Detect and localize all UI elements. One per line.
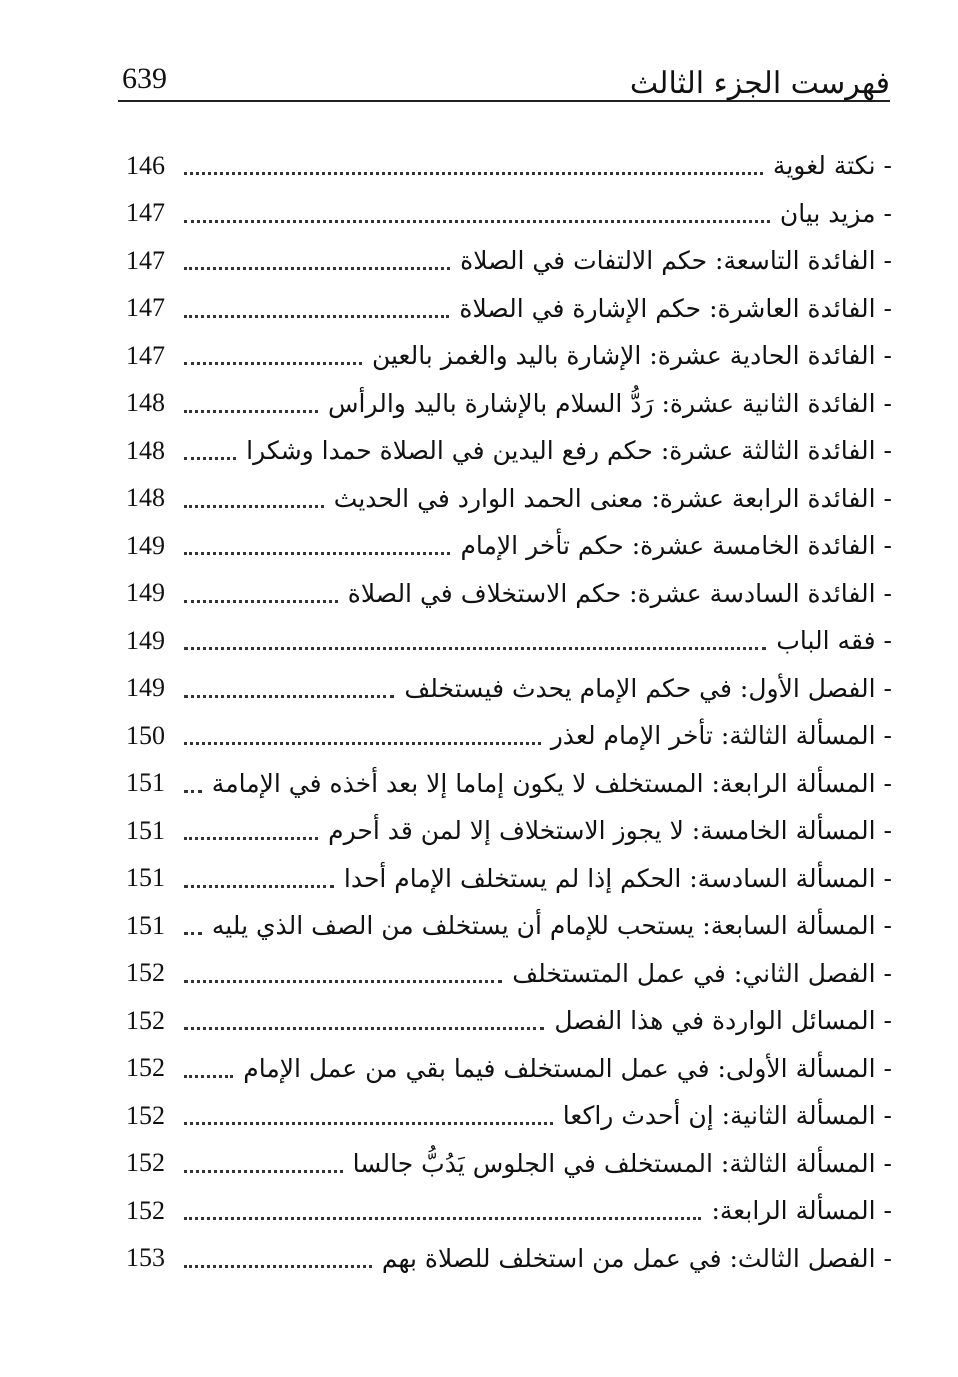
- entry-title: المسألة الثانية: إن أحدث راكعا: [562, 1101, 876, 1131]
- entry-dash: -: [883, 531, 892, 561]
- dot-leader: [184, 1217, 701, 1220]
- entry-page-number: 147: [126, 198, 165, 228]
- dot-leader: [184, 600, 338, 603]
- entry-page-number: 149: [126, 625, 165, 655]
- entry-dash: -: [883, 436, 892, 466]
- entry-title: الفائدة العاشرة: حكم الإشارة في الصلاة: [459, 293, 876, 323]
- entry-page-number: 153: [126, 1243, 165, 1273]
- entry-title: المسألة السادسة: الحكم إذا لم يستخلف الإمام أحدا: [343, 863, 876, 893]
- entry-dash: -: [883, 1006, 892, 1036]
- entry-page-number: 148: [126, 435, 165, 465]
- entry-page-number: 149: [126, 578, 165, 608]
- entry-dash: -: [883, 1053, 892, 1083]
- dot-leader: [184, 505, 324, 508]
- dot-leader: [184, 980, 502, 983]
- entry-dash: -: [883, 1196, 892, 1226]
- entry-page-number: 147: [126, 340, 165, 370]
- entry-page-number: 151: [126, 815, 165, 845]
- toc-entry: [126, 285, 892, 333]
- entry-title: المسألة السابعة: يستحب للإمام أن يستخلف من الصف الذي يليه: [211, 911, 876, 941]
- entry-title: الفائدة الرابعة عشرة: معنى الحمد الوارد في الحديث: [333, 483, 876, 513]
- dot-leader: [184, 1265, 372, 1268]
- entry-title: الفائدة الخامسة عشرة: حكم تأخر الإمام: [460, 531, 876, 561]
- toc-entry: [126, 475, 892, 523]
- entry-dash: -: [883, 483, 892, 513]
- toc-entry: [126, 190, 892, 238]
- entry-page-number: 146: [126, 150, 165, 180]
- entry-page-number: 152: [126, 1148, 165, 1178]
- toc-entry: [126, 807, 892, 855]
- dot-leader: [184, 1075, 233, 1078]
- toc-entry: [126, 1092, 892, 1140]
- dot-leader: [184, 410, 318, 413]
- entry-page-number: 152: [126, 1053, 165, 1083]
- entry-page-number: 152: [126, 958, 165, 988]
- toc-entry: [126, 617, 892, 665]
- entry-dash: -: [883, 388, 892, 418]
- entry-dash: -: [883, 341, 892, 371]
- entry-title: المسائل الواردة في هذا الفصل: [554, 1006, 876, 1036]
- toc-entry: [126, 997, 892, 1045]
- entry-title: الفائدة الثانية عشرة: رَدُّ السلام بالإشارة باليد والرأس: [327, 388, 876, 418]
- dot-leader: [184, 457, 236, 460]
- dot-leader: [184, 267, 450, 270]
- entry-title: المسألة الثالثة: تأخر الإمام لعذر: [550, 721, 876, 751]
- toc-entry: [126, 760, 892, 808]
- entry-dash: -: [883, 578, 892, 608]
- toc-entry: [126, 380, 892, 428]
- entry-dash: -: [883, 911, 892, 941]
- entry-page-number: 151: [126, 768, 165, 798]
- entry-dash: -: [883, 721, 892, 751]
- entry-dash: -: [883, 863, 892, 893]
- entry-page-number: 148: [126, 388, 165, 418]
- page-number: 639: [122, 62, 167, 95]
- page-header: [118, 52, 890, 102]
- entry-dash: -: [883, 816, 892, 846]
- entry-title: الفائدة الحادية عشرة: الإشارة باليد والغمز بالعين: [371, 341, 876, 371]
- entry-dash: -: [883, 1148, 892, 1178]
- dot-leader: [184, 647, 766, 650]
- entry-dash: -: [883, 1243, 892, 1273]
- dot-leader: [184, 220, 770, 223]
- entry-title: المسألة الأولى: في عمل المستخلف فيما بقي من عمل الإمام: [243, 1053, 876, 1083]
- toc-entry: [126, 855, 892, 903]
- entry-dash: -: [883, 768, 892, 798]
- dot-leader: [184, 695, 394, 698]
- dot-leader: [184, 837, 318, 840]
- dot-leader: [184, 885, 334, 888]
- entry-page-number: 151: [126, 910, 165, 940]
- entry-dash: -: [883, 198, 892, 228]
- entry-title: المسألة الثالثة: المستخلف في الجلوس يَدُبُّ جالسا: [352, 1148, 876, 1178]
- entry-title: فقه الباب: [776, 626, 876, 656]
- toc-entry: [126, 950, 892, 998]
- toc-entry: [126, 665, 892, 713]
- entry-page-number: 147: [126, 293, 165, 323]
- entry-page-number: 149: [126, 673, 165, 703]
- dot-leader: [184, 172, 763, 175]
- entry-page-number: 151: [126, 863, 165, 893]
- entry-title: المسألة الرابعة: المستخلف لا يكون إماما إلا بعد أخذه في الإمامة: [211, 768, 876, 798]
- dot-leader: [184, 1027, 544, 1030]
- table-of-contents: [126, 142, 892, 1282]
- entry-dash: -: [883, 1101, 892, 1131]
- dot-leader: [184, 790, 202, 793]
- dot-leader: [184, 1170, 343, 1173]
- toc-entry: [126, 1045, 892, 1093]
- entry-page-number: 148: [126, 483, 165, 513]
- toc-entry: [126, 522, 892, 570]
- toc-entry: [126, 142, 892, 190]
- entry-dash: -: [883, 246, 892, 276]
- entry-title: نكتة لغوية: [772, 151, 876, 181]
- entry-page-number: 152: [126, 1195, 165, 1225]
- entry-title: الفصل الثالث: في عمل من استخلف للصلاة بهم: [381, 1243, 876, 1273]
- entry-title: الفائدة السادسة عشرة: حكم الاستخلاف في الصلاة: [347, 578, 876, 608]
- entry-title: المسألة الرابعة:: [711, 1196, 876, 1226]
- entry-dash: -: [883, 626, 892, 656]
- entry-title: مزيد بيان: [779, 198, 876, 228]
- toc-entry: [126, 1187, 892, 1235]
- entry-page-number: 149: [126, 530, 165, 560]
- toc-entry: [126, 570, 892, 618]
- entry-page-number: 147: [126, 245, 165, 275]
- entry-title: المسألة الخامسة: لا يجوز الاستخلاف إلا لمن قد أحرم: [328, 816, 876, 846]
- dot-leader: [184, 932, 202, 935]
- entry-title: الفصل الأول: في حكم الإمام يحدث فيستخلف: [404, 673, 876, 703]
- toc-entry: [126, 902, 892, 950]
- running-header-title: فهرست الجزء الثالث: [629, 66, 890, 101]
- entry-dash: -: [883, 293, 892, 323]
- entry-page-number: 150: [126, 720, 165, 750]
- dot-leader: [184, 362, 362, 365]
- toc-entry: [126, 332, 892, 380]
- entry-title: الفائدة التاسعة: حكم الالتفات في الصلاة: [460, 246, 876, 276]
- entry-page-number: 152: [126, 1005, 165, 1035]
- entry-title: الفائدة الثالثة عشرة: حكم رفع اليدين في الصلاة حمدا وشكرا: [246, 436, 876, 466]
- dot-leader: [184, 315, 449, 318]
- dot-leader: [184, 552, 450, 555]
- entry-dash: -: [883, 673, 892, 703]
- dot-leader: [184, 1122, 553, 1125]
- toc-entry: [126, 1235, 892, 1283]
- entry-title: الفصل الثاني: في عمل المتستخلف: [512, 958, 876, 988]
- entry-page-number: 152: [126, 1100, 165, 1130]
- toc-entry: [126, 712, 892, 760]
- toc-entry: [126, 237, 892, 285]
- entry-dash: -: [883, 958, 892, 988]
- toc-entry: [126, 427, 892, 475]
- entry-dash: -: [883, 151, 892, 181]
- toc-entry: [126, 1140, 892, 1188]
- dot-leader: [184, 742, 541, 745]
